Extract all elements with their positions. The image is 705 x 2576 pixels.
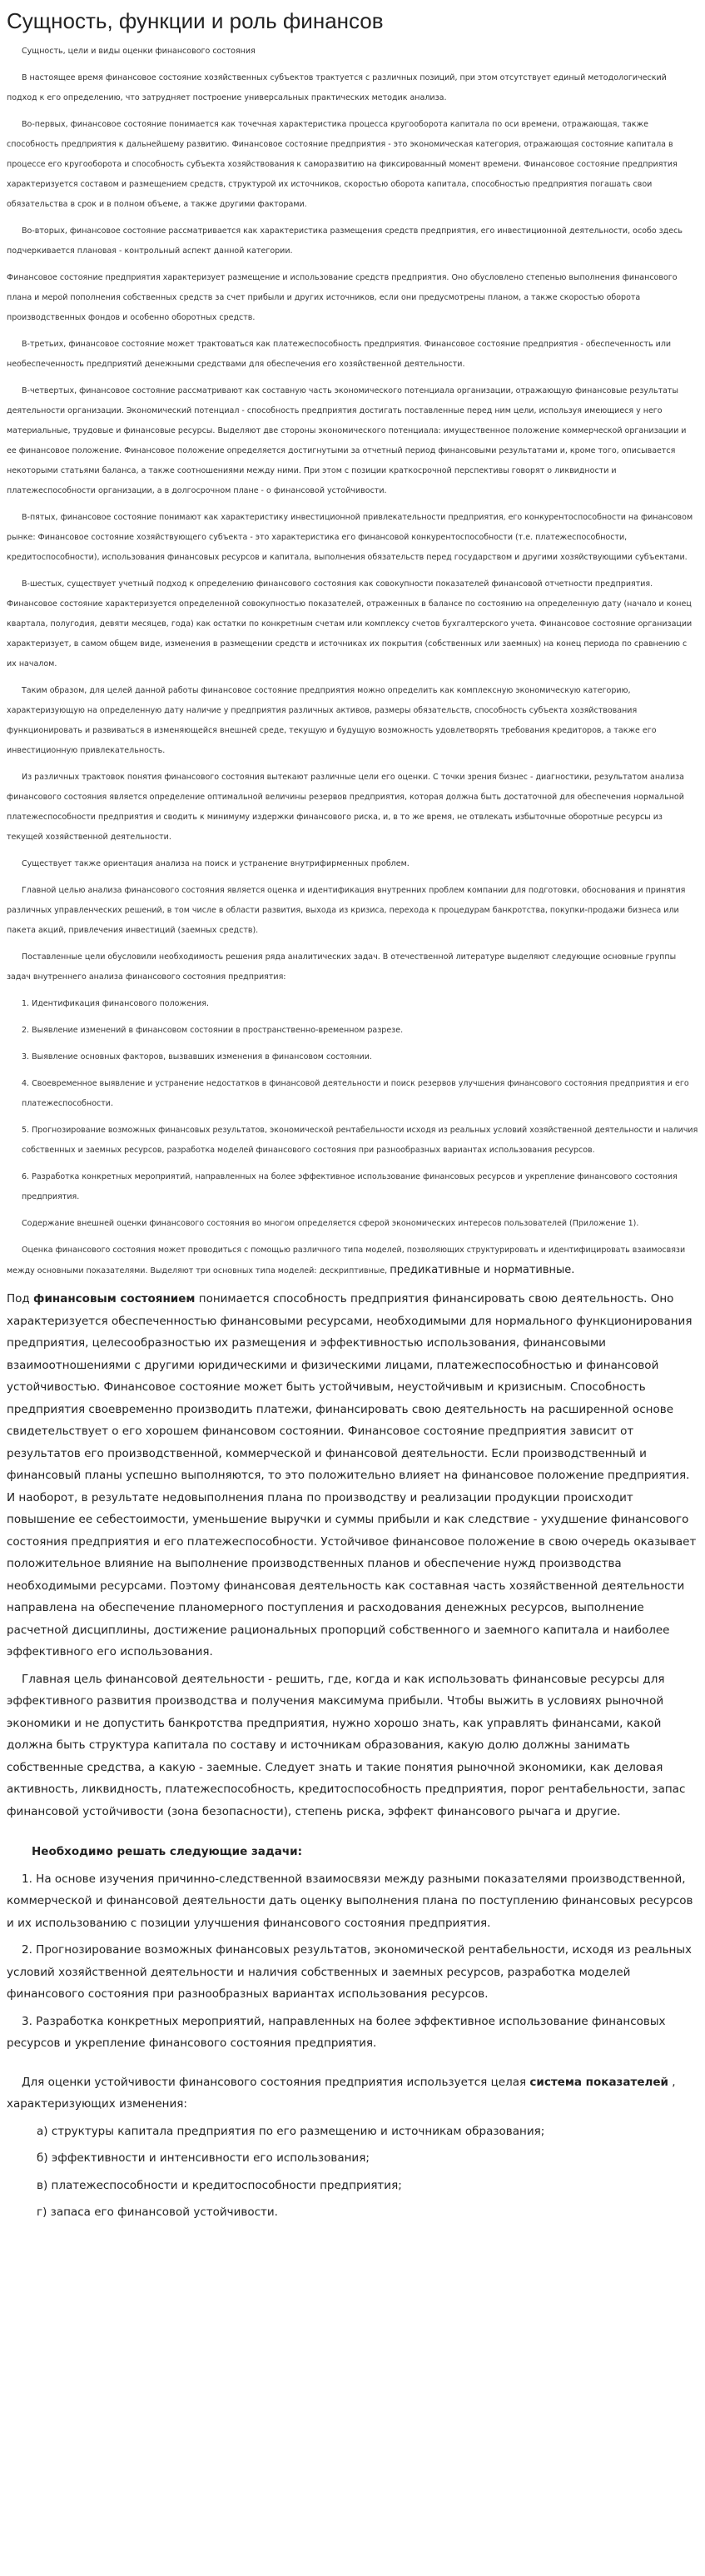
paragraph-text: В-шестых, существует учетный подход к определению финансового состояния как совокупности показателей финансовой отчетности предприятия. Финансовое состояние характеризуется определенной совокупностью показателей, отраженных в балансе по состоянию на определенную дату (начало и конец квартала, полугодия, девяти месяцев, года) как остатки по конкретным счетам или комплексу счетов бухгалтерского учета. Финансовое состояние организации характеризует, в самом общем виде, изменения в размещении средств и источниках их покрытия (собственных или заемных) на конец периода по сравнению с их началом. <box>7 579 693 669</box>
paragraph <box>7 854 698 874</box>
list-item <box>7 2121 698 2143</box>
paragraph <box>7 381 698 501</box>
paragraph-text: , характеризующих изменения: <box>7 2075 676 2111</box>
list-item <box>7 1047 698 1067</box>
paragraph-text: Существует также ориентация анализа на поиск и устранение внутрифирменных проблем. <box>22 859 410 868</box>
paragraph-text: Главной целью анализа финансового состояния является оценка и идентификация внутренних проблем компании для подготовки, обоснования и принятия различных управленческих решений, в том числе в области развития, выхода из кризиса, перехода к процедурам банкротства, покупки-продажи бизнеса или пакета акций, привлечения инвестиций (заемных средств). <box>7 886 686 935</box>
bold-term: система показателей <box>529 2075 668 2089</box>
paragraph <box>7 68 698 108</box>
list-item <box>7 1167 698 1207</box>
paragraph-text: Сущность, цели и виды оценки финансового состояния <box>22 47 256 56</box>
paragraph-text: 3. Разработка конкретных мероприятий, направленных на более эффективное использование финансовых ресурсов и укрепление финансового состояния предприятия. <box>7 2014 666 2050</box>
paragraph-text: В-четвертых, финансовое состояние рассматривают как составную часть экономического потенциала организации, отражающую финансовые результаты деятельности организации. Экономический потенциал - способность предприятия достигать поставленные перед ним цели, используя имеющиеся у него материальные, трудовые и финансовые ресурсы. Выделяют две стороны экономического потенциала: имущественное положение коммерческой организации и ее финансовое положение. Финансовое положение определяется достигнутыми за отчетный период финансовыми результатами и, кроме того, описывается некоторыми статьями баланса, а также соотношениями между ними. При этом с позиции краткосрочной перспективы говорят о ликвидности и платежеспособности организации, а в долгосрочном плане - о финансовой устойчивости. <box>7 386 687 495</box>
paragraph-text: В-третьих, финансовое состояние может трактоваться как платежеспособность предприятия. Финансовое состояние предприятия - обеспеченность или необеспеченность предприятий денежными средствами для обеспечения его хозяйственной деятельности. <box>7 340 672 369</box>
paragraph-text: Поставленные цели обусловили необходимость решения ряда аналитических задач. В отечественной литературе выделяют следующие основные группы задач внутреннего анализа финансового состояния предприятия: <box>7 952 677 982</box>
paragraph-text: г) запаса его финансовой устойчивости. <box>37 2206 278 2219</box>
paragraph <box>7 1868 698 1935</box>
paragraph <box>7 268 698 328</box>
list-item <box>7 2147 698 2170</box>
paragraph <box>7 221 698 261</box>
bold-term: Необходимо решать следующие задачи: <box>32 1845 303 1858</box>
paragraph <box>7 574 698 674</box>
paragraph <box>7 115 698 215</box>
paragraph <box>7 42 698 62</box>
paragraph <box>7 335 698 375</box>
paragraph-text: 1. Идентификация финансового положения. <box>22 999 209 1008</box>
paragraph-text: 5. Прогнозирование возможных финансовых результатов, экономической рентабельности исходя из реальных условий хозяйственной деятельности и наличия собственных и заемных ресурсов, разработка моделей финансового состояния при разнообразных вариантах использования ресурсов. <box>22 1126 698 1155</box>
paragraph-text: 6. Разработка конкретных мероприятий, направленных на более эффективное использование финансовых ресурсов и укрепление финансового состояния предприятия. <box>22 1172 678 1201</box>
paragraph <box>7 1241 698 1281</box>
paragraph-text: понимается способность предприятия финансировать свою деятельность. Оно характеризуется обеспеченностью финансовыми ресурсами, необходимыми для нормального функционирования предприятия, целесообразностью их размещения и эффективностью использования, финансовыми взаимоотношениями с другими юридическими и физическими лицами, платежеспособностью и финансовой устойчивостью. Финансовое состояние может быть устойчивым, неустойчивым и кризисным. Способность предприятия своевременно производить платежи, финансировать свою деятельность на расширенной основе свидетельствует о его хорошем финансовом состоянии. Финансовое состояние предприятия зависит от результатов его производственной, коммерческой и финансовой деятельности. Если производственный и финансовый планы успешно выполняются, то это положительно влияет на финансовое положение предприятия. И наоборот, в результате недовыполнения плана по производству и реализации продукции происходит повышение ее себестоимости, уменьшение выручки и суммы прибыли и как следствие - ухудшение финансового состояния предприятия и его платежеспособности. Устойчивое финансовое положение в свою очередь оказывает положительное влияние на выполнение производственных планов и обеспечение нужд производства необходимыми ресурсами. Поэтому финансовая деятельность как составная часть хозяйственной деятельности направлена на обеспечение планомерного поступления и расходования денежных ресурсов, выполнение расчетной дисциплины, достижение рациональных пропорций собственного и заемного капитала и наиболее эффективного его использования. <box>7 1292 697 1658</box>
paragraph-text: Во-вторых, финансовое состояние рассматривается как характеристика размещения средств предприятия, его инвестиционной деятельности, особо здесь подчеркивается плановая - контрольный аспект данной категории. <box>7 226 683 256</box>
paragraph-text: 2. Прогнозирование возможных финансовых результатов, экономической рентабельности, исходя из реальных условий хозяйственной деятельности и наличия собственных и заемных ресурсов, разработка моделей финансового состояния при разнообразных вариантах использования ресурсов. <box>7 1943 693 2001</box>
list-item <box>7 1021 698 1041</box>
paragraph-text: б) эффективности и интенсивности его использования; <box>37 2151 370 2165</box>
paragraph-text: Таким образом, для целей данной работы финансовое состояние предприятия можно определить как комплексную экономическую категорию, характеризующую на определенную дату наличие у предприятия различных активов, размеры обязательств, способность субъекта хозяйствования функционировать и развиваться в изменяющейся внешней среде, текущую и будущую возможность удовлетворять требования кредиторов, а также его инвестиционную привлекательность. <box>7 686 657 755</box>
paragraph <box>7 2011 698 2055</box>
paragraph-text: Из различных трактовок понятия финансового состояния вытекают различные цели его оценки. С точки зрения бизнес - диагностики, результатом анализа финансового состояния является определение оптимальной величины резервов предприятия, которая должна быть достаточной для обеспечения нормальной платежеспособности предприятия и сводить к минимуму издержки финансового риска, и, в то же время, не отвлекать избыточные оборотные ресурсы из текущей хозяйственной деятельности. <box>7 773 684 842</box>
paragraph <box>7 947 698 987</box>
paragraph-text: 4. Своевременное выявление и устранение недостатков в финансовой деятельности и поиск резервов улучшения финансового состояния предприятия и его платежеспособности. <box>22 1079 689 1108</box>
paragraph <box>7 2071 698 2116</box>
paragraph-text: В-пятых, финансовое состояние понимают как характеристику инвестиционной привлекательности предприятия, его конкурентоспособности на финансовом рынке: Финансовое состояние хозяйствующего субъекта - это характеристика его финансовой конкурентоспособности (т.е. платежеспособности, кредитоспособности), использования финансовых ресурсов и капитала, выполнения обязательств перед государством и другими хозяйствующими субъектами. <box>7 513 693 562</box>
paragraph-text: 1. На основе изучения причинно-следственной взаимосвязи между разными показателями производственной, коммерческой и финансовой деятельности дать оценку выполнения плана по поступлению финансовых ресурсов и их использованию с позиции улучшения финансового состояния предприятия. <box>7 1872 693 1930</box>
paragraph-text: 2. Выявление изменений в финансовом состоянии в пространственно-временном разрезе. <box>22 1026 404 1035</box>
paragraph-text: Главная цель финансовой деятельности - решить, где, когда и как использовать финансовые ресурсы для эффективного развития производства и получения максимума прибыли. Чтобы выжить в условиях рыночной экономики и не допустить банкротства предприятия, нужно хорошо знать, как управлять финансами, какой должна быть структура капитала по составу и источникам образования, какую долю должны занимать собственные средства, а какую - заемные. Следует знать и такие понятия рыночной экономики, как деловая активность, ликвидность, платежеспособность, кредитоспособность предприятия, порог рентабельности, запас финансовой устойчивости (зона безопасности), степень риска, эффект финансового рычага и другие. <box>7 1672 686 1818</box>
paragraph <box>7 881 698 941</box>
list-item <box>7 1074 698 1114</box>
paragraph-text: Во-первых, финансовое состояние понимается как точечная характеристика процесса кругооборота капитала по оси времени, отражающая, также способность предприятия к дальнейшему развитию. Финансовое состояние предприятия - это экономическая категория, отражающая состояние капитала в процессе его кругооборота и способность субъекта хозяйствования к саморазвитию на фиксированный момент времени. Финансовое состояние предприятия характеризуется составом и размещением средств, структурой их источников, скоростью оборота капитала, способностью предприятия погашать свои обязательства в срок и в полном объеме, а также другими факторами. <box>7 120 678 209</box>
paragraph-text: В настоящее время финансовое состояние хозяйственных субъектов трактуется с различных позиций, при этом отсутствует единый методологический подход к его определению, что затрудняет построение универсальных практических методик анализа. <box>7 73 667 102</box>
paragraph-text: Для оценки устойчивости финансового состояния предприятия используется целая <box>22 2075 530 2089</box>
paragraph <box>7 1939 698 2006</box>
paragraph-text: а) структуры капитала предприятия по его размещению и источникам образования; <box>37 2124 545 2138</box>
paragraph-text: 3. Выявление основных факторов, вызвавших изменения в финансовом состоянии. <box>22 1052 372 1062</box>
emphasized-text: предикативные и нормативные. <box>390 1264 575 1276</box>
small-print-section <box>7 42 698 1281</box>
bold-term: финансовым состоянием <box>33 1292 196 1305</box>
list-item <box>7 2175 698 2197</box>
paragraph-text: в) платежеспособности и кредитоспособности предприятия; <box>37 2178 402 2192</box>
list-item <box>7 1121 698 1161</box>
paragraph-text: Финансовое состояние предприятия характеризует размещение и использование средств предприятия. Оно обусловлено степенью выполнения финансового плана и мерой пополнения собственных средств за счет прибыли и других источников, если они предусмотрены планом, а также скоростью оборота производственных фондов и особенно оборотных средств. <box>7 273 678 322</box>
paragraph <box>7 1288 698 1663</box>
paragraph <box>7 508 698 568</box>
paragraph <box>7 681 698 761</box>
paragraph-text: Под <box>7 1292 34 1305</box>
list-item <box>7 994 698 1014</box>
paragraph <box>7 1668 698 1823</box>
section-heading <box>7 1841 698 1863</box>
main-text-section <box>7 1288 698 2224</box>
paragraph-text: Содержание внешней оценки финансового состояния во многом определяется сферой экономических интересов пользователей (Приложение 1). <box>22 1219 639 1228</box>
paragraph <box>7 1214 698 1234</box>
paragraph-text: Оценка финансового состояния может проводиться с помощью различного типа моделей, позволяющих структурировать и идентифицировать взаимосвязи между основными показателями. Выделяют три основных типа моделей: дескриптивные, <box>7 1246 686 1276</box>
paragraph <box>7 768 698 848</box>
page-title: Сущность, функции и роль финансов <box>7 8 384 33</box>
list-item <box>7 2201 698 2224</box>
